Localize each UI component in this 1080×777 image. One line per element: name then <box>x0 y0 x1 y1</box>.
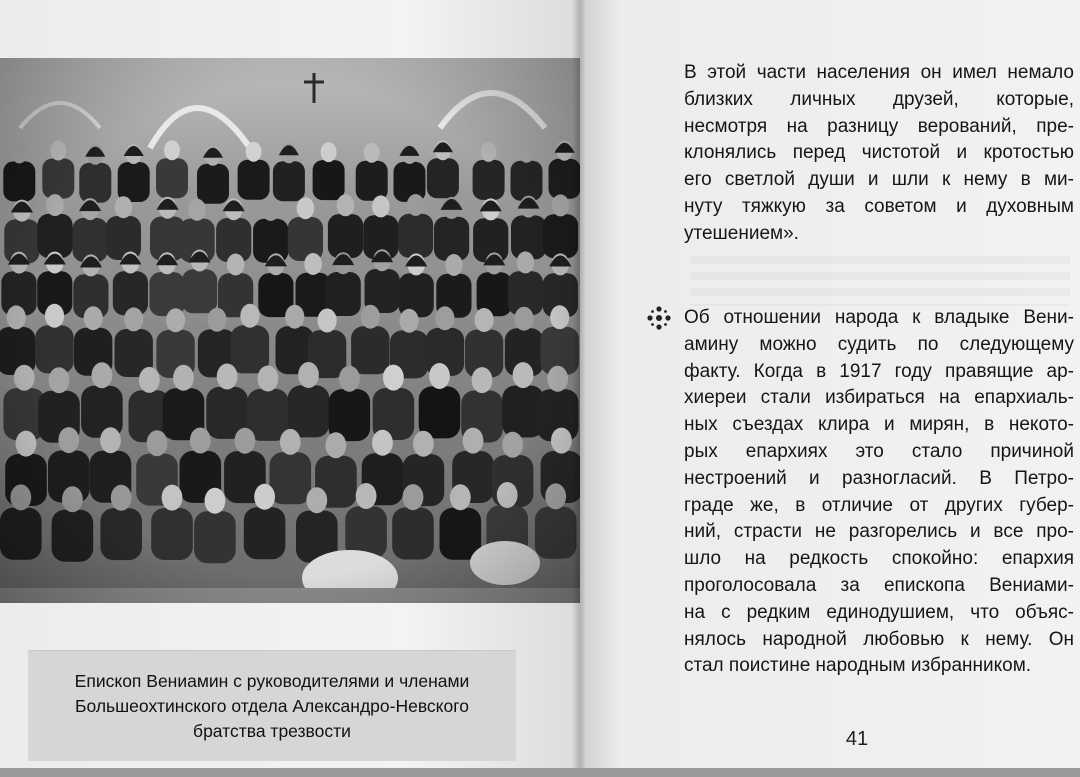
text-line: ний, страсти не разгорелись и все про- <box>684 521 1074 543</box>
text-line: утешением». <box>684 222 799 244</box>
paragraph-1 <box>684 60 1074 248</box>
text-line: нялось народной любовью к нему. Он <box>684 628 1074 650</box>
text-line: амину можно судить по следующему <box>684 333 1074 355</box>
text-line: рых епархиях это стало причиной <box>684 440 1074 462</box>
caption-line: братства трезвости <box>193 720 351 741</box>
text-line: факту. Когда в 1917 году правящие ар- <box>684 360 1074 382</box>
paragraph-2 <box>684 305 1074 680</box>
text-line: хиереи стали избираться на епархиаль- <box>684 387 1074 409</box>
text-line: стал поистине народным избранником. <box>684 655 1032 677</box>
page-edge <box>0 768 1080 777</box>
text-line: ных съездах клира и мирян, в некото- <box>684 414 1074 436</box>
group-photograph <box>0 58 582 603</box>
caption-line: Большеохтинского отдела Александро-Невского <box>74 695 469 716</box>
text-line: шло на редкость спокойно: епархия <box>684 548 1074 570</box>
photo-caption <box>28 650 516 761</box>
ornament-cross-icon <box>646 305 672 331</box>
text-line: нуту тяжкую за советом и духовным <box>684 195 1074 217</box>
text-line: проголосовала за епископа Вениами- <box>684 574 1074 596</box>
text-line: В этой части населения он имел немало <box>684 62 1074 83</box>
page-number: 41 <box>845 728 869 750</box>
text-line: близких личных друзей, которые, <box>684 88 1074 110</box>
text-line: его светлой души и шли к нему в ми- <box>684 169 1074 191</box>
text-line: Об отношении народа к владыке Вени- <box>684 307 1074 328</box>
text-line: несмотря на разницу верований, пре- <box>684 115 1074 137</box>
text-line: на с редким единодушием, что объяс- <box>684 601 1074 623</box>
caption-line: Епископ Вениамин с руководителями и членами <box>74 670 470 691</box>
bleed-through-text <box>690 256 1070 306</box>
text-line: граде же, в отличие от других губер- <box>684 494 1074 516</box>
text-line: клонялись перед чистотой и кротостью <box>684 142 1074 164</box>
text-line: нестроений и разногласий. В Петро- <box>684 467 1074 489</box>
book-gutter <box>572 0 586 777</box>
